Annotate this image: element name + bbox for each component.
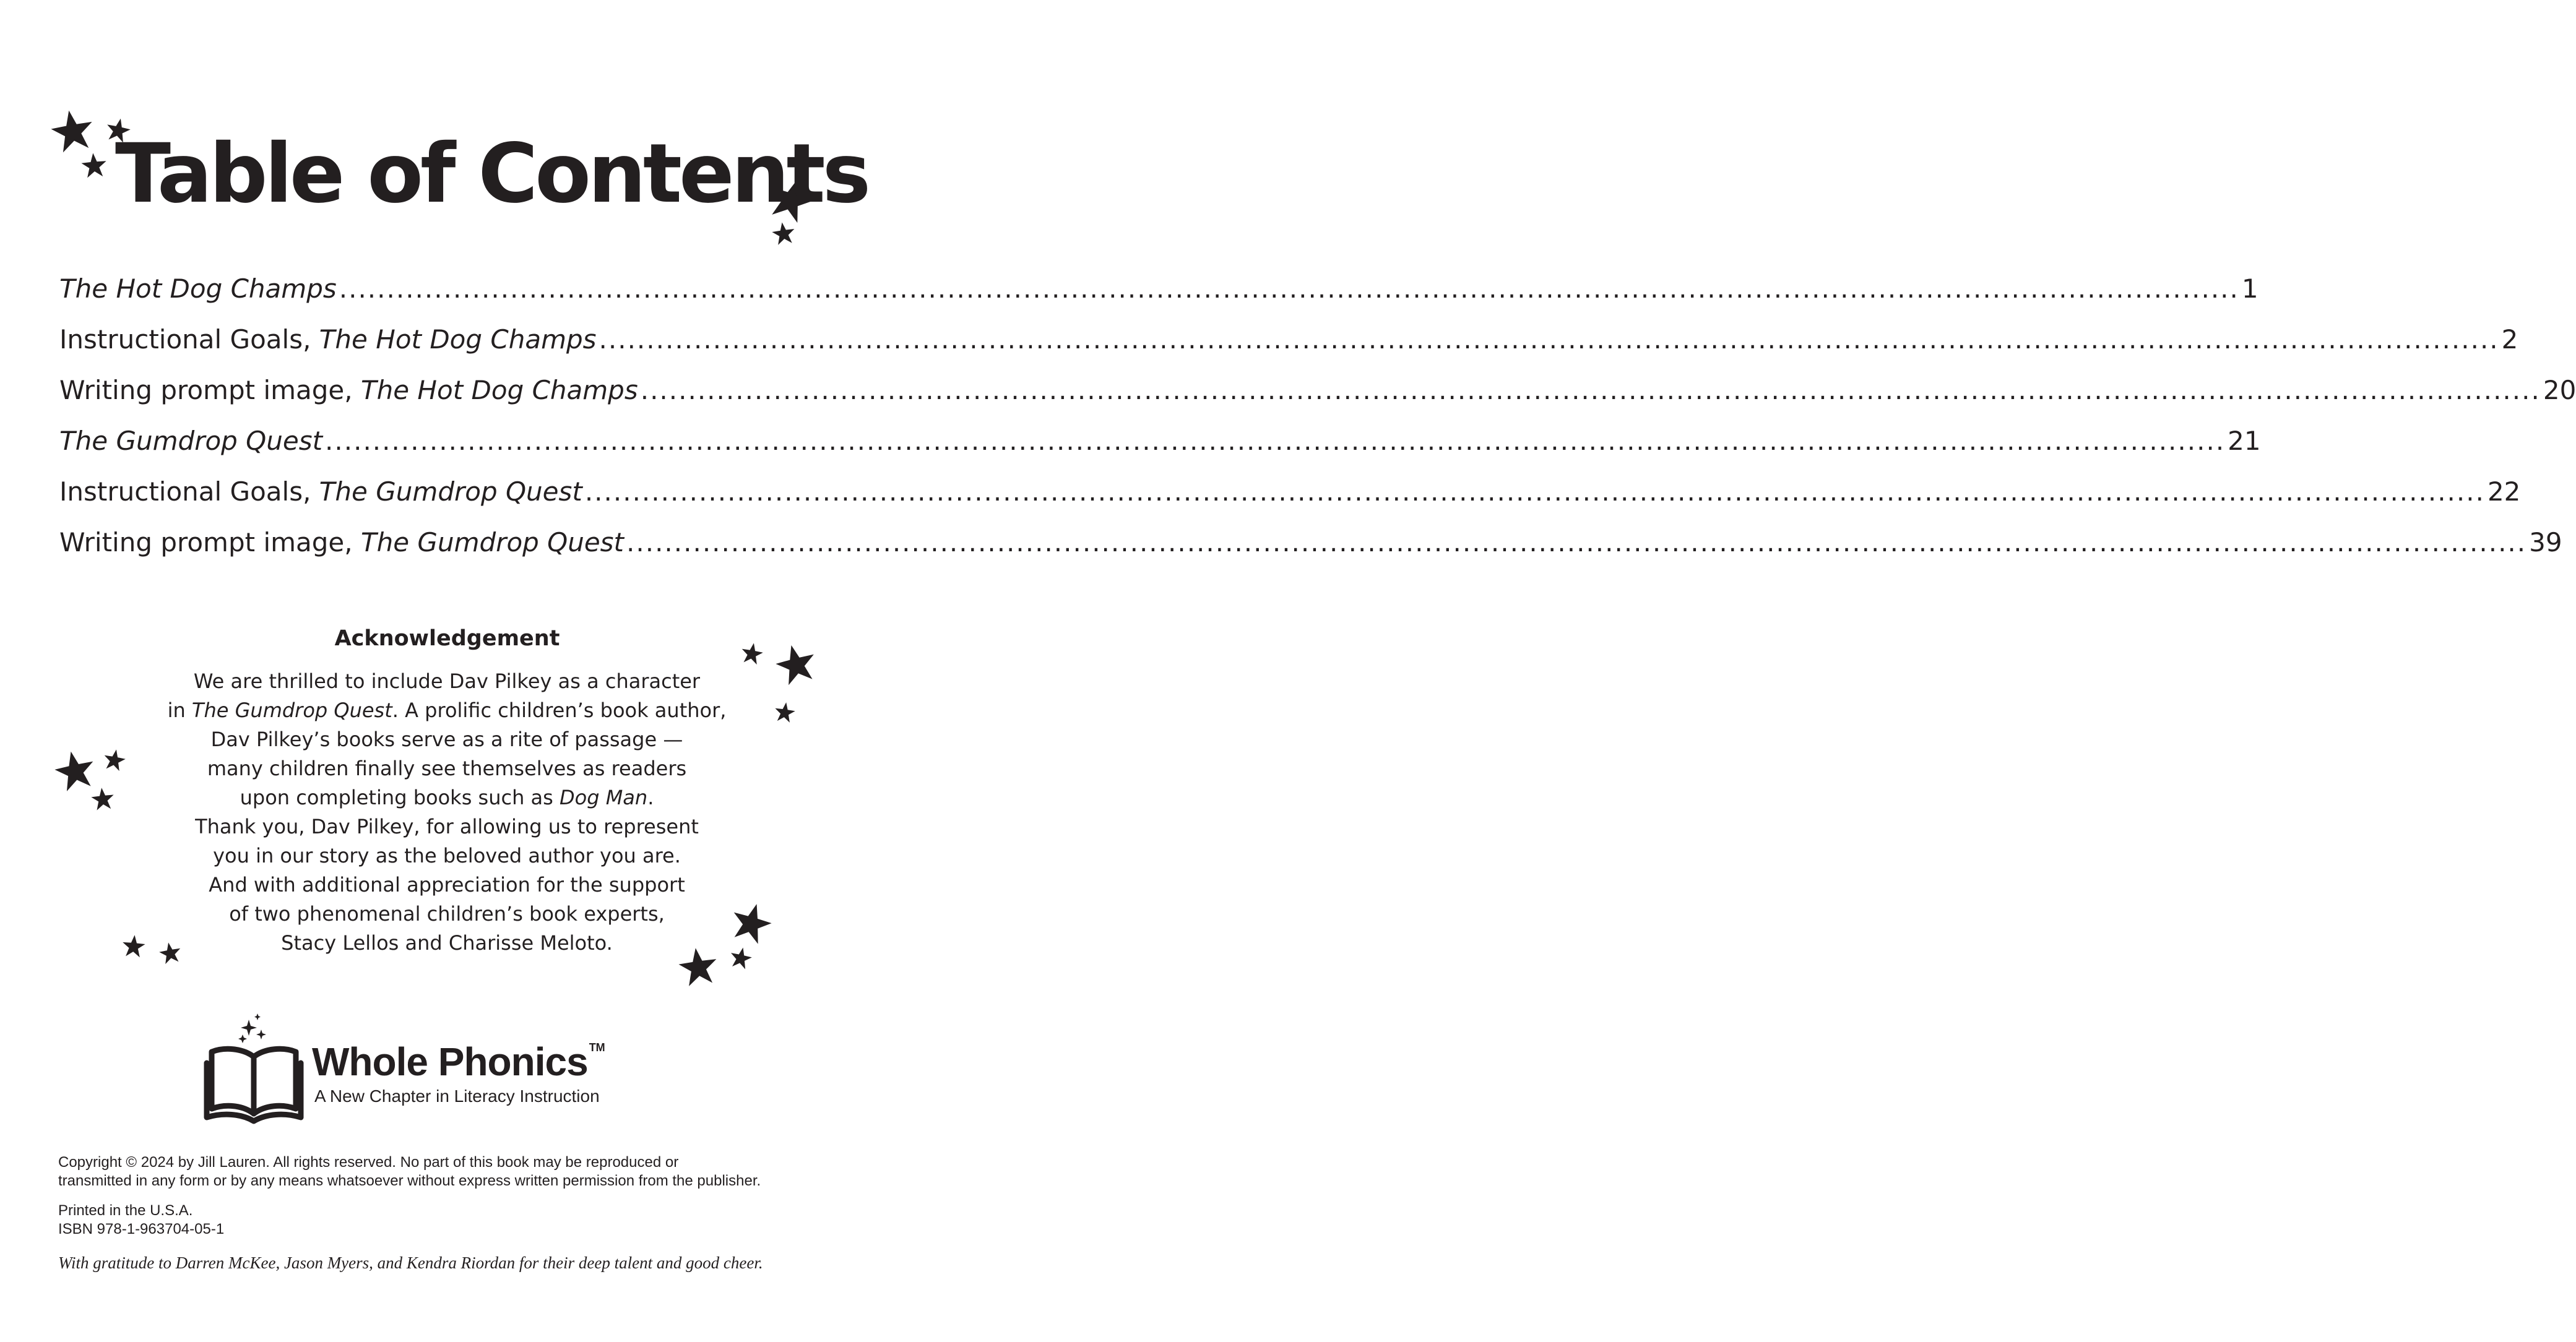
toc-entry (59, 476, 2521, 527)
toc-page-number: 21 (2228, 426, 2261, 456)
copyright-notice (58, 1153, 844, 1190)
acknowledgement-text (76, 667, 818, 958)
acknowledgement-line: many children finally see themselves as readers (207, 757, 687, 780)
brand-tagline: A New Chapter in Literacy Instruction (314, 1086, 600, 1106)
open-book-sparkle-icon (204, 1012, 303, 1124)
acknowledgement-line: And with additional appreciation for the support (209, 873, 685, 897)
toc-page-number: 1 (2241, 273, 2258, 304)
acknowledgement-line: upon completing books such as Dog Man. (240, 786, 654, 809)
copyright-line: Copyright © 2024 by Jill Lauren. All rights reserved. No part of this book may be reproduced or (58, 1154, 679, 1171)
toc-entry-title: The Hot Dog Champs (59, 273, 337, 304)
toc-entry-title: Instructional Goals, The Hot Dog Champs (59, 324, 597, 355)
printed-location: Printed in the U.S.A. (58, 1202, 193, 1219)
toc-entry (59, 324, 2518, 375)
toc-entry (59, 273, 2258, 324)
acknowledgement-line: Stacy Lellos and Charisse Meloto. (281, 931, 613, 955)
toc-entry-title: Writing prompt image, The Hot Dog Champs (59, 375, 638, 405)
toc-page-number: 22 (2487, 476, 2521, 507)
acknowledgement-line: Dav Pilkey’s books serve as a rite of passage — (210, 728, 683, 751)
table-of-contents (59, 273, 2576, 578)
copyright-line: transmitted in any form or by any means whatsoever without express written permission from the publisher. (58, 1172, 761, 1189)
toc-entry-title: Instructional Goals, The Gumdrop Quest (59, 476, 582, 507)
toc-leader-dots: ........................................................................................................................................................................................................ (640, 375, 2541, 405)
acknowledgement-line: Thank you, Dav Pilkey, for allowing us to represent (195, 815, 699, 838)
toc-entry-title: Writing prompt image, The Gumdrop Quest (59, 527, 625, 557)
acknowledgement-line: in The Gumdrop Quest. A prolific children’s book author, (167, 699, 727, 722)
toc-leader-dots: ........................................................................................................................................................................................................ (339, 273, 2239, 304)
gratitude-note: With gratitude to Darren McKee, Jason Myers, and Kendra Riordan for their deep talent and good cheer. (58, 1254, 763, 1272)
star-icon (770, 220, 798, 246)
toc-page-number: 2 (2501, 324, 2518, 355)
toc-page-number: 20 (2543, 375, 2576, 405)
star-icon (79, 151, 108, 179)
brand-name: Whole Phonics ™ (312, 1039, 605, 1084)
toc-entry (59, 375, 2576, 426)
acknowledgement-line: of two phenomenal children’s book experts, (229, 902, 665, 926)
star-icon (46, 105, 98, 156)
toc-entry-title: The Gumdrop Quest (59, 426, 323, 456)
toc-leader-dots: ........................................................................................................................................................................................................ (325, 426, 2226, 456)
acknowledgement-line: We are thrilled to include Dav Pilkey as a character (193, 669, 701, 693)
toc-page-number: 39 (2529, 527, 2562, 557)
acknowledgement-line: you in our story as the beloved author you are. (213, 844, 681, 867)
toc-entry (59, 426, 2261, 476)
toc-leader-dots: ........................................................................................................................................................................................................ (626, 527, 2527, 557)
isbn: ISBN 978-1-963704-05-1 (58, 1221, 225, 1237)
toc-leader-dots: ........................................................................................................................................................................................................ (599, 324, 2499, 355)
toc-entry (59, 527, 2562, 578)
printing-info (58, 1202, 844, 1239)
toc-leader-dots: ........................................................................................................................................................................................................ (584, 476, 2485, 507)
page-title: Table of Contents (115, 126, 868, 222)
acknowledgement-heading: Acknowledgement (334, 626, 560, 651)
